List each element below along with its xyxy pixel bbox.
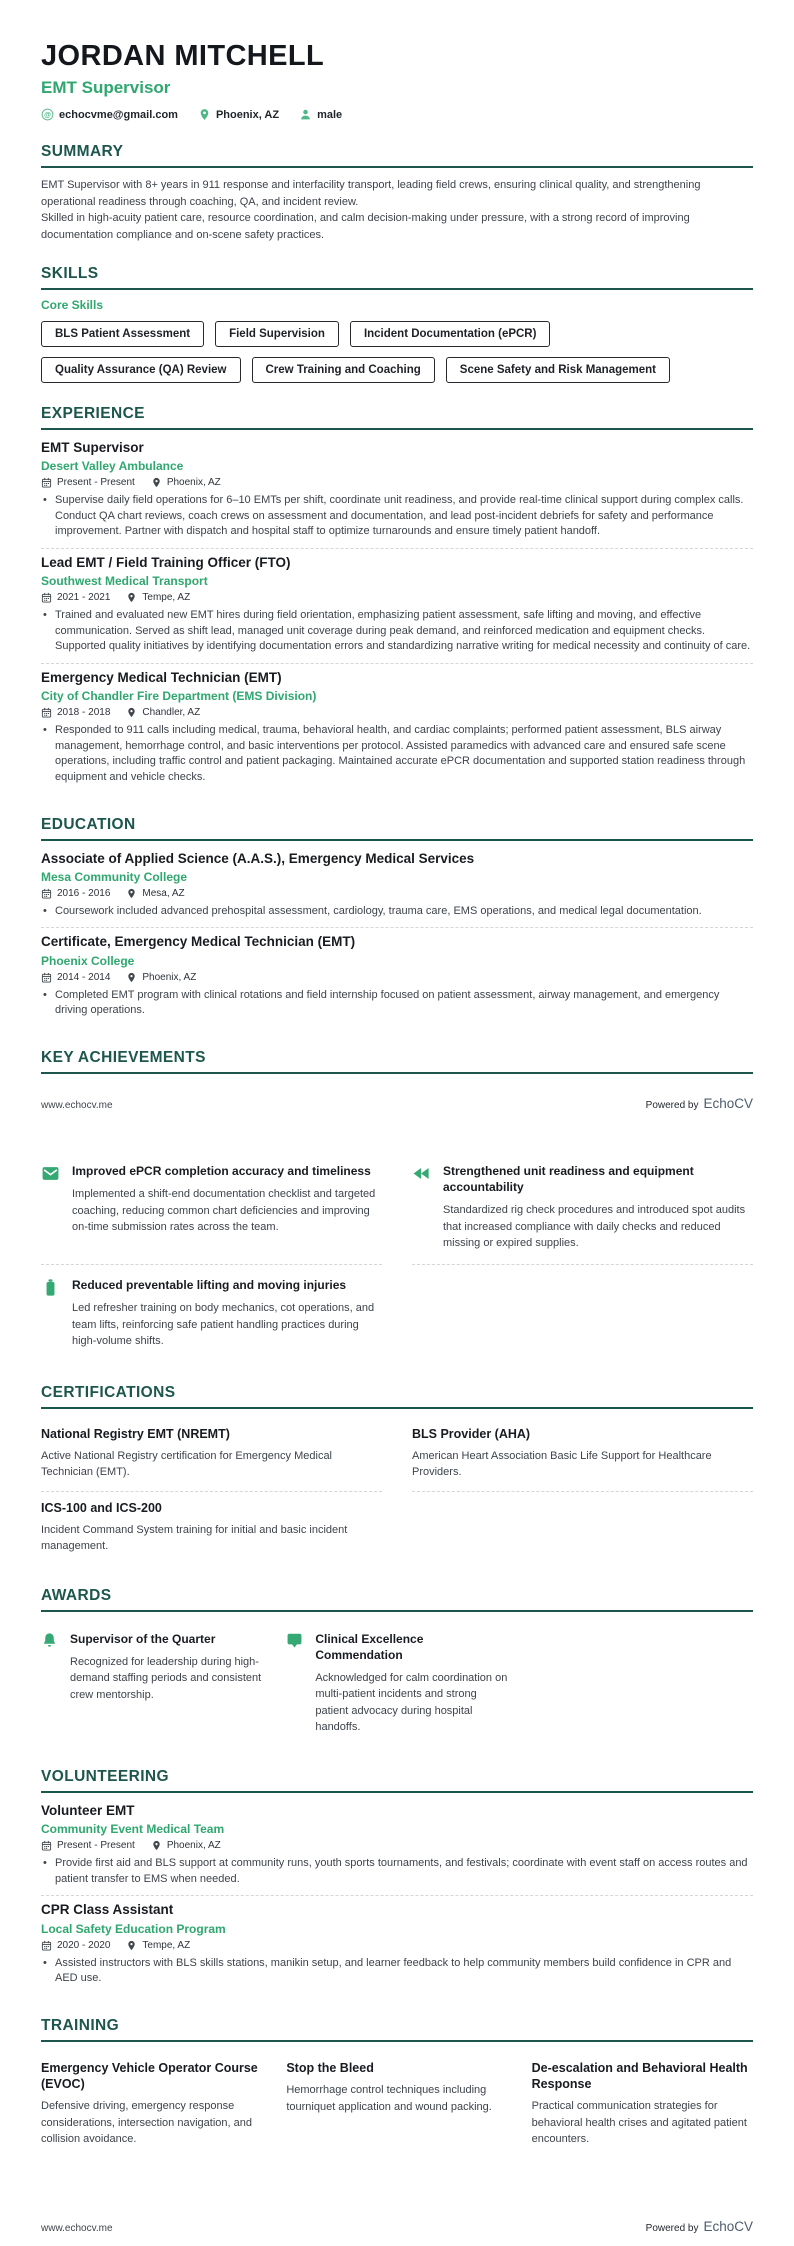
section-awards: [41, 1587, 753, 1746]
training-description: Practical communication strategies for behavioral health crises and agitated patient encounters.: [531, 2100, 747, 2146]
pin-icon: [126, 972, 137, 983]
footer-site-link[interactable]: www.echocv.me: [41, 2223, 113, 2234]
entry-organization: Community Event Medical Team: [41, 1822, 225, 1837]
entry-location: [126, 888, 184, 899]
achievement-item: [41, 1265, 382, 1362]
achievement-description: Implemented a shift-end documentation checklist and targeted coaching, reducing common chart deficiencies and improving on-time submission rates across the team.: [72, 1188, 376, 1234]
volunteering-entries: [41, 1797, 753, 1995]
entry-location: [151, 477, 221, 488]
entry-location-value: Chandler, AZ: [142, 707, 201, 719]
contact-location-value: Phoenix, AZ: [215, 108, 280, 121]
entry-bullets: [41, 723, 753, 785]
contact-email[interactable]: [41, 108, 178, 121]
section-education: [41, 816, 753, 1027]
skill-tag: Crew Training and Coaching: [252, 357, 435, 383]
experience-heading: EXPERIENCE: [41, 405, 753, 430]
entry-meta: [41, 972, 753, 983]
entry-company: Desert Valley Ambulance: [41, 459, 184, 474]
summary-body: [41, 177, 753, 243]
certification-description: Active National Registry certification for Emergency Medical Technician (EMT).: [41, 1449, 333, 1479]
achievement-item: [412, 1151, 753, 1265]
education-entries: [41, 845, 753, 1027]
entry-title: EMT Supervisor: [41, 440, 144, 455]
footer-brand[interactable]: EchoCV: [703, 2219, 753, 2234]
training-heading: TRAINING: [41, 2017, 753, 2042]
entry-date: [41, 888, 110, 899]
awards-grid: [41, 1621, 753, 1746]
footer-powered: [646, 1096, 753, 1111]
summary-paragraph: EMT Supervisor with 8+ years in 911 response and interfacility transport, leading field crews, ensuring clinical quality, and strengthening operational readiness through coaching, QA, and incident review.: [41, 179, 701, 208]
entry-bullets: [41, 1956, 753, 1987]
entry-bullets: [41, 1856, 753, 1887]
key-achievements-heading: KEY ACHIEVEMENTS: [41, 1049, 753, 1074]
award-description: Recognized for leadership during high-demand staffing periods and consistent crew mentorship.: [70, 1655, 262, 1701]
entry-meta: [41, 1840, 753, 1851]
education-entry: [41, 845, 753, 929]
calendar-icon: [41, 477, 52, 488]
award-content: [315, 1631, 507, 1736]
entry-bullet: • Responded to 911 calls including medical, trauma, behavioral health, and cardiac complaints; performed patient assessment, BLS airway management, hemorrhage control, and basic interventions per protocol. Assisted paramedics with advanced care and ensured safe scene operations, including traffic control and patient packaging. Maintained accurate ePCR documentation and supported station readiness through equipment and vehicle checks.: [41, 723, 753, 785]
skill-tag: Incident Documentation (ePCR): [350, 321, 551, 347]
skill-tag: Scene Safety and Risk Management: [446, 357, 670, 383]
entry-meta: [41, 888, 753, 899]
award-title: Supervisor of the Quarter: [70, 1631, 216, 1646]
calendar-icon: [41, 888, 52, 899]
experience-entry: [41, 664, 753, 794]
education-heading: EDUCATION: [41, 816, 753, 841]
calendar-icon: [41, 592, 52, 603]
entry-title: Volunteer EMT: [41, 1802, 135, 1818]
battery-icon: [41, 1278, 60, 1297]
achievement-title: Improved ePCR completion accuracy and timeliness: [72, 1164, 371, 1178]
entry-location-value: Phoenix, AZ: [142, 971, 197, 983]
skills-heading: SKILLS: [41, 265, 753, 290]
training-grid: [41, 2051, 753, 2157]
contact-location: [198, 108, 279, 121]
skills-group-label: Core Skills: [41, 298, 104, 312]
section-summary: [41, 143, 753, 243]
calendar-icon: [41, 1840, 52, 1851]
footer-brand[interactable]: EchoCV: [703, 1096, 753, 1111]
contact-gender: [299, 108, 342, 121]
footer-site-link[interactable]: www.echocv.me: [41, 1100, 113, 1111]
entry-date-value: 2016 - 2016: [57, 887, 111, 899]
pin-icon: [126, 592, 137, 603]
entry-date-value: 2014 - 2014: [57, 971, 111, 983]
footer-powered-by-label: Powered by: [645, 2223, 699, 2234]
certification-description: American Heart Association Basic Life Support for Healthcare Providers.: [412, 1449, 712, 1479]
achievement-description: Led refresher training on body mechanics, cot operations, and team lifts, reinforcing safe patient handling practices during high-volume shifts.: [72, 1302, 375, 1348]
entry-location-value: Phoenix, AZ: [166, 1840, 221, 1852]
summary-heading: SUMMARY: [41, 143, 753, 168]
achievement-title: Reduced preventable lifting and moving injuries: [72, 1277, 347, 1292]
entry-location: [126, 1940, 190, 1951]
entry-date-value: 2018 - 2018: [57, 707, 111, 719]
entry-institution: Mesa Community College: [41, 869, 188, 884]
calendar-icon: [41, 707, 52, 718]
entry-company: Southwest Medical Transport: [41, 574, 208, 589]
calendar-icon: [41, 1940, 52, 1951]
summary-paragraph: Skilled in high-acuity patient care, resource coordination, and calm decision-making under pressure, with a strong record of improving documentation compliance and on-scene safety practices.: [41, 212, 690, 241]
section-key-achievements: [41, 1049, 753, 1074]
volunteering-entry: [41, 1896, 753, 1994]
entry-bullet: • Provide first aid and BLS support at community runs, youth sports tournaments, and festivals; coordinate with event staff on access routes and patient transfer to EMS when needed.: [41, 1856, 753, 1887]
entry-meta: [41, 477, 753, 488]
svg-text:@: @: [44, 111, 51, 119]
achievement-content: [72, 1163, 382, 1252]
entry-meta: [41, 1940, 753, 1951]
certification-title: BLS Provider (AHA): [412, 1426, 531, 1441]
training-description: Defensive driving, emergency response considerations, intersection navigation, and collision avoidance.: [41, 2100, 252, 2146]
certification-title: ICS-100 and ICS-200: [41, 1500, 162, 1515]
page-footer: [41, 1096, 753, 1111]
entry-date-value: 2021 - 2021: [57, 592, 111, 604]
calendar-icon: [41, 972, 52, 983]
footer-powered: [646, 2219, 753, 2234]
training-title: Stop the Bleed: [286, 2060, 374, 2075]
pin-icon: [126, 888, 137, 899]
contact-email-value[interactable]: echocvme@gmail.com: [59, 108, 178, 121]
resume-page-2: [0, 1123, 794, 2246]
entry-meta: [41, 592, 753, 603]
pin-icon: [151, 477, 162, 488]
entry-date: [41, 592, 110, 603]
certification-item: [412, 1418, 753, 1492]
certifications-heading: CERTIFICATIONS: [41, 1384, 753, 1409]
achievement-item: [41, 1151, 382, 1265]
entry-date: [41, 707, 110, 718]
entry-bullets: [41, 608, 753, 655]
section-volunteering: [41, 1768, 753, 1995]
pin-icon: [126, 1940, 137, 1951]
key-achievements-grid: [41, 1151, 753, 1362]
entry-organization: Local Safety Education Program: [41, 1921, 226, 1936]
entry-location-value: Tempe, AZ: [142, 592, 191, 604]
awards-heading: AWARDS: [41, 1587, 753, 1612]
entry-location: [126, 592, 190, 603]
entry-bullet: • Trained and evaluated new EMT hires during field orientation, emphasizing patient assessment, safe lifting and moving, and effective communication. Served as shift lead, managed unit coverage during peak demand, and reinforced medication and equipment checks. Supported quality initiatives by identifying documentation errors and standardizing narrative writing for medical necessity and continuity of care.: [41, 608, 753, 655]
training-item: [41, 2051, 262, 2157]
entry-location: [126, 707, 200, 718]
entry-title: Certificate, Emergency Medical Technician (EMT): [41, 934, 356, 950]
award-content: [70, 1631, 262, 1736]
entry-meta: [41, 707, 753, 718]
pin-icon: [198, 108, 211, 121]
achievement-description: Standardized rig check procedures and introduced spot audits that increased compliance with daily checks and reduced missing or expired supplies.: [443, 1204, 746, 1250]
entry-title: Associate of Applied Science (A.A.S.), Emergency Medical Services: [41, 850, 475, 866]
section-experience: [41, 405, 753, 794]
entry-title: CPR Class Assistant: [41, 1902, 174, 1918]
entry-date: [41, 972, 110, 983]
award-description: Acknowledged for calm coordination on multi-patient incidents and strong patient advocacy during hospital handoffs.: [315, 1671, 508, 1734]
entry-bullet: • Supervise daily field operations for 6–10 EMTs per shift, coordinate unit readiness, and provide real-time clinical support during complex calls. Conduct QA chart reviews, coach crews on assessment and documentation, and lead post-incident debriefs for safety and performance improvement. Partner with dispatch and hospital staff to optimize turnarounds and ensure timely patient handoff.: [41, 493, 753, 540]
entry-bullet: • Coursework included advanced prehospital assessment, cardiology, trauma care, EMS operations, and medical legal documentation.: [41, 904, 753, 920]
entry-date: [41, 1940, 110, 1951]
section-certifications: [41, 1384, 753, 1565]
volunteering-heading: VOLUNTEERING: [41, 1768, 753, 1793]
training-description: Hemorrhage control techniques including tourniquet application and wound packing.: [286, 2084, 492, 2113]
certification-item: [41, 1418, 382, 1492]
entry-location-value: Phoenix, AZ: [166, 477, 221, 489]
entry-company: City of Chandler Fire Department (EMS Division): [41, 689, 317, 704]
pin-icon: [126, 707, 137, 718]
message-icon: [286, 1632, 303, 1649]
training-item: [286, 2051, 507, 2157]
entry-bullet: • Assisted instructors with BLS skills stations, manikin setup, and learner feedback to help community members build confidence in CPR and AED use.: [41, 1956, 753, 1987]
footer-powered-by-label: Powered by: [645, 1100, 699, 1111]
mail-icon: [41, 1164, 60, 1183]
person-icon: [299, 108, 312, 121]
rewind-icon: [412, 1164, 431, 1183]
achievement-content: [72, 1277, 382, 1350]
experience-entry: [41, 549, 753, 664]
entry-location-value: Tempe, AZ: [142, 1939, 191, 1951]
entry-date: [41, 477, 135, 488]
entry-title: Emergency Medical Technician (EMT): [41, 670, 282, 686]
certification-description: Incident Command System training for initial and basic incident management.: [41, 1523, 348, 1553]
entry-institution: Phoenix College: [41, 953, 135, 968]
achievement-title: Strengthened unit readiness and equipment accountability: [443, 1164, 694, 1195]
entry-bullet: • Completed EMT program with clinical rotations and field internship focused on patient assessment, airway management, and emergency driving operations.: [41, 988, 753, 1019]
experience-entries: [41, 434, 753, 794]
certifications-grid: [41, 1418, 753, 1565]
section-training: [41, 2017, 753, 2157]
experience-entry: [41, 434, 753, 549]
person-name: JORDAN MITCHELL: [41, 40, 325, 72]
entry-location: [151, 1840, 221, 1851]
certification-item: [41, 1492, 382, 1565]
skill-tag: Quality Assurance (QA) Review: [41, 357, 241, 383]
education-entry: [41, 928, 753, 1026]
award-item: [41, 1621, 262, 1746]
contact-gender-value: male: [317, 108, 343, 121]
award-item: [286, 1621, 507, 1746]
entry-bullets: [41, 988, 753, 1019]
section-skills: [41, 265, 753, 383]
training-title: De-escalation and Behavioral Health Response: [531, 2060, 748, 2091]
page-footer: [41, 2219, 753, 2234]
entry-location-value: Mesa, AZ: [142, 887, 185, 899]
skill-tag: BLS Patient Assessment: [41, 321, 204, 347]
entry-bullets: [41, 493, 753, 540]
person-job-title: EMT Supervisor: [41, 78, 171, 97]
at-icon: [41, 108, 54, 121]
entry-title: Lead EMT / Field Training Officer (FTO): [41, 555, 291, 571]
resume-header: [41, 40, 753, 121]
training-title: Emergency Vehicle Operator Course (EVOC): [41, 2060, 258, 2091]
volunteering-entry: [41, 1797, 753, 1896]
entry-bullets: [41, 904, 753, 920]
bell-icon: [41, 1632, 58, 1649]
skills-tag-list: [41, 321, 753, 383]
award-title: Clinical Excellence Commendation: [315, 1631, 424, 1662]
contact-row: [41, 108, 753, 121]
skill-tag: Field Supervision: [215, 321, 339, 347]
achievement-content: [443, 1163, 753, 1252]
certification-title: National Registry EMT (NREMT): [41, 1426, 230, 1441]
entry-date-value: Present - Present: [57, 477, 135, 489]
entry-location: [126, 972, 196, 983]
pin-icon: [151, 1840, 162, 1851]
entry-date-value: 2020 - 2020: [57, 1939, 111, 1951]
entry-date-value: Present - Present: [57, 1840, 135, 1852]
training-item: [532, 2051, 753, 2157]
entry-date: [41, 1840, 135, 1851]
